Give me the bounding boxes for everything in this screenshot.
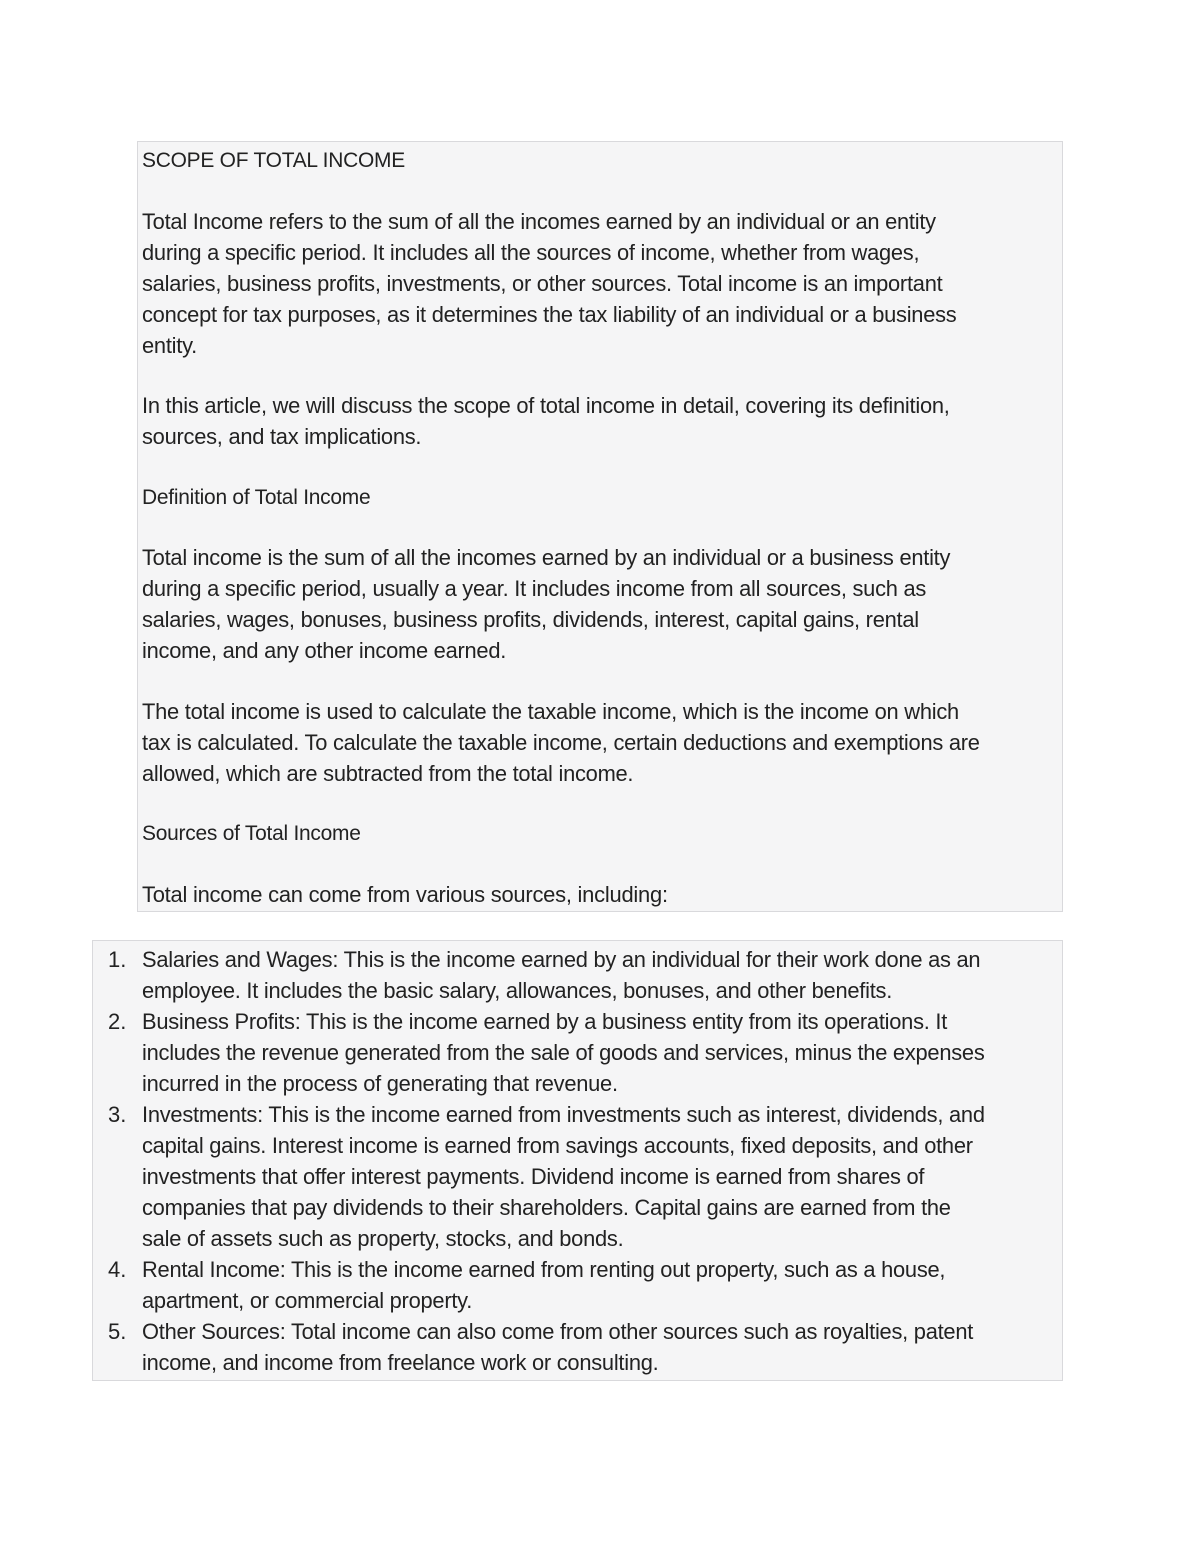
paragraph-gap: [142, 176, 1062, 206]
list-item-line: employee. It includes the basic salary, allowances, bonuses, and other benefits.: [142, 978, 893, 1003]
list-item: [93, 1254, 1062, 1316]
paragraph-line: during a specific period. It includes all the sources of income, whether from wages,: [142, 239, 920, 265]
list-item-number: 5.: [108, 1319, 127, 1344]
paragraph-gap: [142, 789, 1062, 819]
paragraph-line: tax is calculated. To calculate the taxable income, certain deductions and exemptions are: [142, 729, 980, 755]
paragraph-line: salaries, wages, bonuses, business profits, dividends, interest, capital gains, rental: [142, 607, 919, 632]
paragraph-gap: [142, 452, 1062, 482]
list-item-line: capital gains. Interest income is earned from savings accounts, fixed deposits, and other: [142, 1133, 973, 1158]
paragraph-line: In this article, we will discuss the scope of total income in detail, covering its definition,: [142, 393, 950, 418]
list-item-number: 3.: [108, 1102, 127, 1127]
list-item-line: incurred in the process of generating that revenue.: [142, 1071, 618, 1096]
paragraph-line: income, and any other income earned.: [142, 638, 507, 663]
list-item-line: Salaries and Wages: This is the income earned by an individual for their work done as an: [142, 947, 981, 972]
list-item-line: sale of assets such as property, stocks, and bonds.: [142, 1226, 624, 1251]
intro-paragraph: [142, 206, 1062, 361]
paragraph-line: salaries, business profits, investments, or other sources. Total income is an important: [142, 270, 943, 296]
paragraph-gap: [142, 361, 1062, 391]
paragraph-line: during a specific period, usually a year. It includes income from all sources, such as: [142, 576, 927, 601]
list-item-line: includes the revenue generated from the sale of goods and services, minus the expenses: [142, 1040, 985, 1065]
paragraph-line: Total income is the sum of all the incomes earned by an individual or a business entity: [142, 545, 951, 570]
sources-list: [92, 940, 1063, 1381]
paragraph-line: sources, and tax implications.: [142, 424, 422, 449]
list-item-text: [142, 1316, 1062, 1378]
list-item-line: investments that offer interest payments. Dividend income is earned from shares of: [142, 1164, 925, 1189]
list-item-line: companies that pay dividends to their shareholders. Capital gains are earned from the: [142, 1195, 951, 1220]
list-item-number: 4.: [108, 1257, 127, 1282]
list-item: [93, 944, 1062, 1006]
intro-text-block: [137, 141, 1063, 912]
list-item-text: [142, 944, 1062, 1006]
list-item-number: 1.: [108, 947, 127, 972]
paragraph-gap: [142, 513, 1062, 543]
taxable-paragraph: [142, 696, 1062, 789]
list-item-line: Rental Income: This is the income earned from renting out property, such as a house,: [142, 1257, 946, 1282]
list-item: [93, 1316, 1062, 1378]
list-item-line: Other Sources: Total income can also come from other sources such as royalties, patent: [142, 1319, 974, 1344]
list-item-text: [142, 1099, 1062, 1254]
definition-heading: Definition of Total Income: [142, 485, 371, 509]
paragraph-line: concept for tax purposes, as it determines the tax liability of an individual or a business: [142, 301, 957, 327]
document-title: SCOPE OF TOTAL INCOME: [142, 149, 405, 172]
sources-heading: Sources of Total Income: [142, 822, 361, 845]
paragraph-gap: [142, 666, 1062, 696]
paragraph-line: allowed, which are subtracted from the total income.: [142, 760, 634, 786]
article-paragraph: [142, 390, 1062, 452]
list-item-text: [142, 1006, 1062, 1099]
list-item-text: [142, 1254, 1062, 1316]
list-item-line: Business Profits: This is the income earned by a business entity from its operations. It: [142, 1009, 948, 1034]
list-item: [93, 1006, 1062, 1099]
paragraph-line: entity.: [142, 332, 197, 358]
paragraph-gap: [142, 849, 1062, 879]
definition-paragraph: [142, 542, 1062, 666]
list-item: [93, 1099, 1062, 1254]
paragraph-line: The total income is used to calculate the taxable income, which is the income on which: [142, 698, 959, 724]
list-item-line: apartment, or commercial property.: [142, 1288, 473, 1313]
paragraph-line: Total Income refers to the sum of all the incomes earned by an individual or an entity: [142, 208, 936, 234]
sources-intro: Total income can come from various sources, including:: [142, 881, 668, 907]
list-item-number: 2.: [108, 1009, 127, 1034]
list-item-line: income, and income from freelance work or consulting.: [142, 1350, 659, 1375]
list-item-line: Investments: This is the income earned from investments such as interest, dividends, and: [142, 1102, 985, 1127]
